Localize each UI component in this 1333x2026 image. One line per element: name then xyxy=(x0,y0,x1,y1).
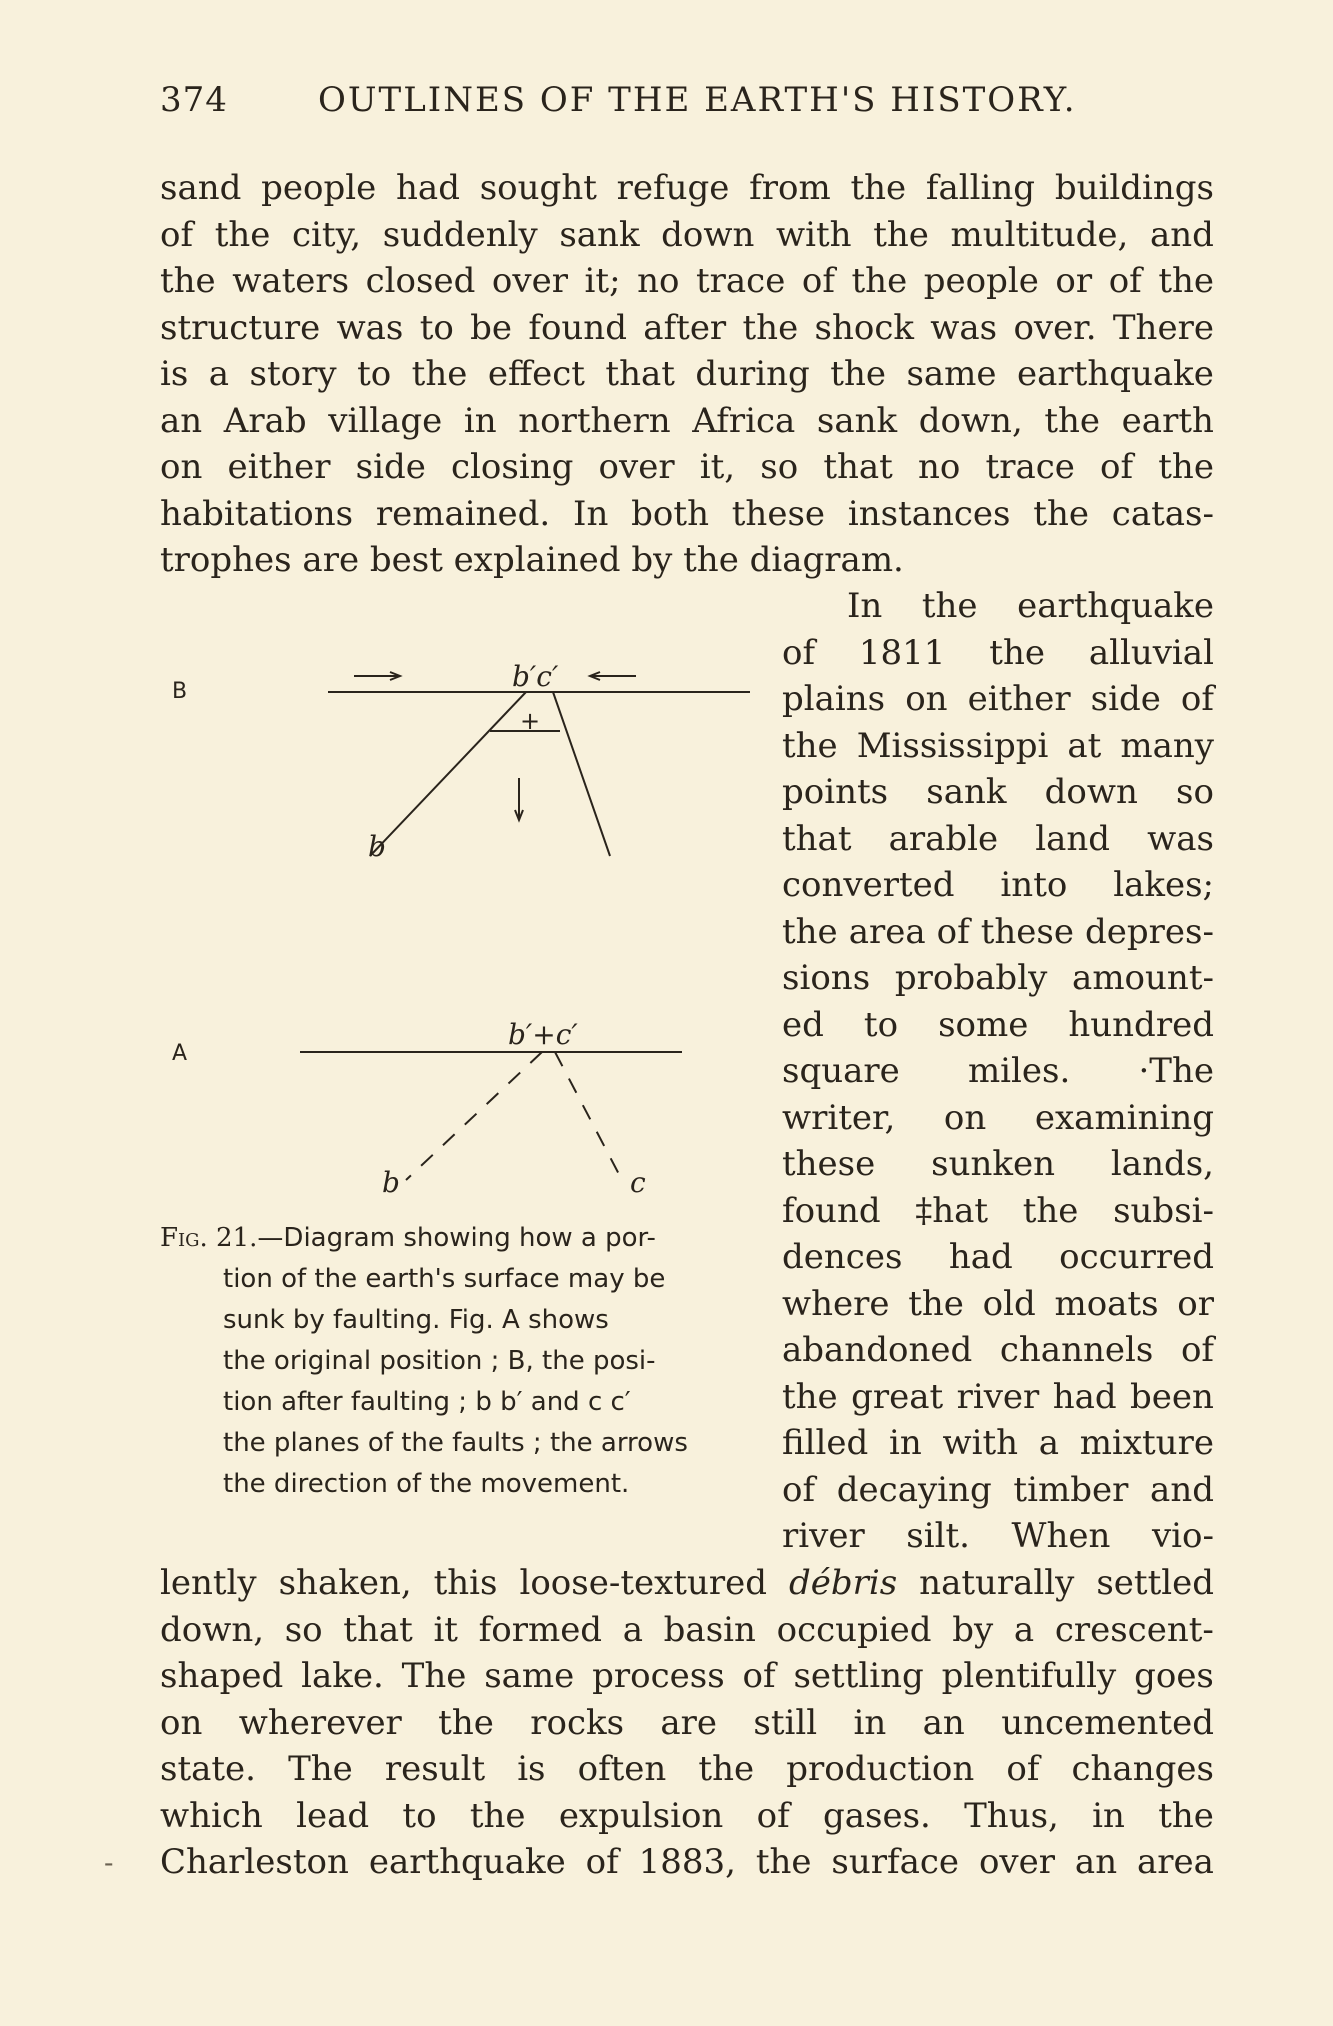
text-line: ed to some hundred xyxy=(782,1004,1214,1045)
panel-label-b: B xyxy=(172,679,188,704)
caption-line: sunk by faulting. Fig. A shows xyxy=(223,1305,609,1335)
text-line: the waters closed over it; no trace of the people or of the xyxy=(160,261,1214,301)
plus-sign: + xyxy=(520,707,541,735)
text-line: habitations remained. In both these instances the catas- xyxy=(160,493,1214,534)
margin-mark: - xyxy=(104,1846,114,1879)
text-line: the great river had been xyxy=(782,1376,1214,1417)
text-line: filled in with a mixture xyxy=(782,1423,1214,1463)
text-line: dences had occurred xyxy=(782,1237,1214,1277)
fault-line-c-a xyxy=(555,1052,622,1180)
text-line: the Mississippi at many xyxy=(782,725,1214,766)
label-c-panel-a: c xyxy=(630,1166,646,1199)
text-line: on either side closing over it, so that no trace of the xyxy=(160,447,1214,487)
text-line: of decaying timber and xyxy=(782,1469,1214,1510)
text-line: these sunken lands, xyxy=(782,1144,1214,1184)
text-line: which lead to the expulsion of gases. Thus, in the xyxy=(160,1795,1214,1836)
panel-label-a: A xyxy=(172,1041,188,1066)
italic-debris: débris xyxy=(788,1563,898,1603)
text-line: down, so that it formed a basin occupied by a crescent- xyxy=(160,1609,1214,1650)
caption-line: tion after faulting ; b b′ and c c′ xyxy=(223,1387,631,1417)
text-line: the area of these depres- xyxy=(782,911,1214,952)
text-line: In the earthquake xyxy=(847,586,1214,626)
text-line: writer, on examining xyxy=(782,1097,1214,1138)
figure-label: Fig. 21. xyxy=(160,1223,258,1253)
text-line: where the old moats or xyxy=(782,1283,1214,1324)
caption-line: tion of the earth's surface may be xyxy=(223,1264,666,1294)
text-line: sions probably amount- xyxy=(782,958,1214,998)
text-line: state. The result is often the production of changes xyxy=(160,1749,1214,1789)
label-b-panel-a: b xyxy=(382,1166,400,1199)
text-line: Charleston earthquake of 1883, the surface over an area xyxy=(160,1842,1214,1882)
fault-plane-c xyxy=(553,692,610,856)
figure-caption xyxy=(160,1218,760,1505)
running-header xyxy=(160,80,1220,130)
text-line: converted into lakes; xyxy=(782,865,1214,905)
caption-line: the direction of the movement. xyxy=(223,1469,630,1499)
text-line: lently shaken, this loose-textured débris naturally settled xyxy=(160,1563,1214,1603)
paragraph-2 xyxy=(782,583,1214,1560)
label-b-plus-c: b′+c′ xyxy=(508,1018,578,1051)
text-line: square miles. ·The xyxy=(782,1051,1214,1091)
caption-line: Fig. 21.—Diagram showing how a por- xyxy=(160,1223,656,1253)
caption-line: the original position ; B, the posi- xyxy=(223,1346,656,1376)
text-line: sand people had sought refuge from the falling buildings xyxy=(160,168,1214,208)
text-line: that arable land was xyxy=(782,818,1214,859)
text-line: is a story to the effect that during the same earthquake xyxy=(160,354,1214,394)
running-title: OUTLINES OF THE EARTH'S HISTORY. xyxy=(318,80,1077,120)
text-line: shaped lake. The same process of settling plentifully goes xyxy=(160,1656,1214,1696)
text-line: trophes are best explained by the diagram. xyxy=(160,540,904,580)
fault-plane-b xyxy=(370,692,526,856)
text-line: an Arab village in northern Africa sank down, the earth xyxy=(160,400,1214,441)
text-line: on wherever the rocks are still in an uncemented xyxy=(160,1702,1214,1743)
text-line: of 1811 the alluvial xyxy=(782,632,1214,673)
text-line: found ‡hat the subsi- xyxy=(782,1190,1214,1231)
text-line: river silt. When vio- xyxy=(782,1516,1214,1556)
text-line: of the city, suddenly sank down with the multitude, and xyxy=(160,214,1214,255)
text-line: abandoned channels of xyxy=(782,1330,1214,1370)
text-line: structure was to be found after the shock was over. There xyxy=(160,307,1214,348)
text-line: plains on either side of xyxy=(782,679,1214,719)
label-b-prime-c-prime: b′c′ xyxy=(512,660,559,693)
page-number: 374 xyxy=(160,80,228,120)
paragraph-1 xyxy=(160,165,1214,584)
fault-line-b-a xyxy=(406,1052,542,1180)
text-line: points sank down so xyxy=(782,772,1214,812)
caption-line: the planes of the faults ; the arrows xyxy=(223,1428,688,1458)
paragraph-3 xyxy=(160,1560,1214,1886)
fault-diagram xyxy=(160,620,760,1199)
label-b-panel-b: b xyxy=(368,830,386,863)
